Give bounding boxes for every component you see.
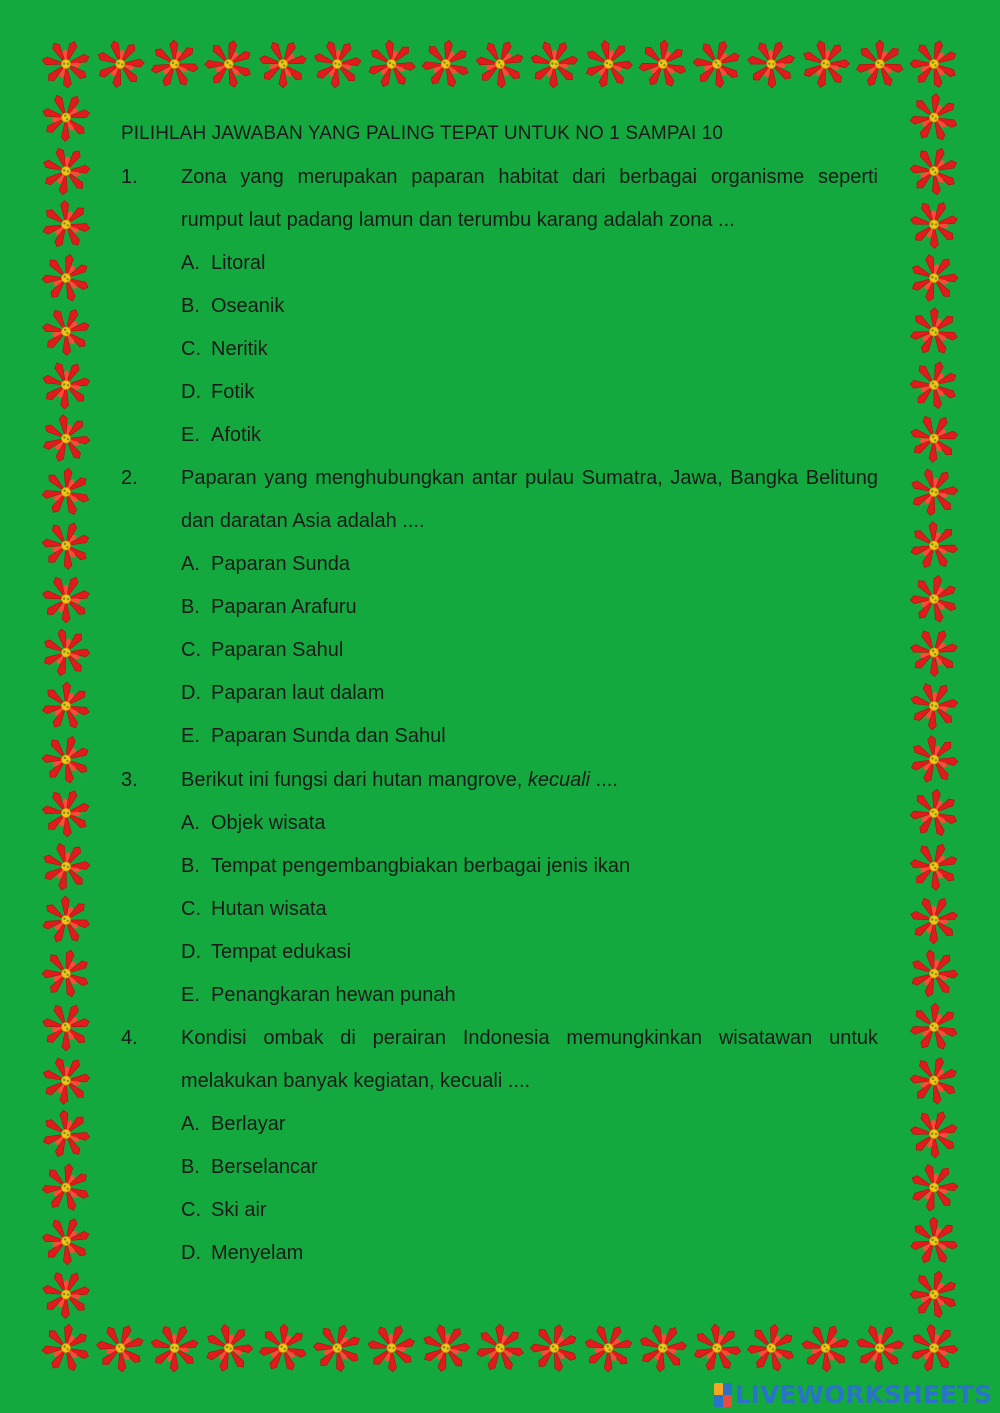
- option-text: Paparan Arafuru: [211, 596, 357, 618]
- question-text: Zona yang merupakan paparan habitat dari berbagai organisme seperti rumput laut padang lamun dan terumbu karang adalah zona ...: [181, 166, 878, 231]
- option-text: Paparan Sahul: [211, 639, 344, 661]
- poinsettia-flower-icon: [901, 192, 966, 256]
- option-text: Afotik: [211, 424, 262, 446]
- poinsettia-flower-icon: [848, 1316, 911, 1379]
- poinsettia-flower-icon: [359, 1315, 424, 1380]
- instruction-heading: PILIHLAH JAWABAN YANG PALING TEPAT UNTUK NO 1 SAMPAI 10: [121, 123, 724, 144]
- poinsettia-flower-icon: [909, 1217, 958, 1265]
- option-text: Neritik: [211, 338, 268, 360]
- question-number: 3.: [121, 769, 138, 791]
- poinsettia-flower-icon: [906, 945, 963, 1001]
- option-c[interactable]: [181, 629, 878, 672]
- question-text-part: ....: [590, 769, 618, 791]
- poinsettia-flower-icon: [637, 38, 689, 89]
- poinsettia-flower-icon: [901, 406, 966, 471]
- poinsettia-flower-icon: [418, 37, 473, 91]
- poinsettia-flower-icon: [34, 995, 98, 1059]
- question-text-emphasis: kecuali: [527, 769, 591, 791]
- option-letter: A.: [181, 1113, 200, 1135]
- poinsettia-flower-icon: [258, 1323, 309, 1373]
- option-d[interactable]: [181, 931, 878, 974]
- option-d[interactable]: [181, 1232, 878, 1275]
- poinsettia-flower-icon: [89, 1317, 151, 1379]
- poinsettia-flower-icon: [34, 1263, 98, 1326]
- poinsettia-flower-icon: [200, 35, 257, 91]
- option-a[interactable]: [181, 802, 878, 845]
- option-text: Berlayar: [211, 1113, 286, 1135]
- poinsettia-flower-icon: [907, 733, 961, 786]
- poinsettia-flower-icon: [739, 31, 804, 96]
- poinsettia-flower-icon: [90, 34, 150, 93]
- poinsettia-flower-icon: [39, 411, 94, 465]
- logo-text: LIVEWORKSHEETS: [734, 1380, 992, 1409]
- poinsettia-flower-icon: [34, 300, 98, 363]
- option-letter: D.: [181, 381, 201, 403]
- poinsettia-flower-icon: [33, 780, 99, 845]
- option-b[interactable]: [181, 586, 878, 629]
- poinsettia-flower-icon: [576, 1316, 641, 1380]
- poinsettia-flower-icon: [37, 624, 94, 680]
- option-text: Menyelam: [211, 1242, 304, 1264]
- option-letter: A.: [181, 812, 200, 834]
- poinsettia-flower-icon: [903, 835, 965, 897]
- poinsettia-flower-icon: [905, 35, 964, 93]
- poinsettia-flower-icon: [909, 307, 958, 355]
- option-letter: E.: [181, 725, 200, 747]
- question-4: [121, 1017, 878, 1275]
- option-e[interactable]: [181, 974, 878, 1017]
- poinsettia-flower-icon: [33, 31, 99, 96]
- question-text: Paparan yang menghubungkan antar pulau Sumatra, Jawa, Bangka Belitung dan daratan Asia adalah ....: [181, 467, 878, 532]
- poinsettia-flower-icon: [855, 40, 904, 87]
- option-e[interactable]: [181, 715, 878, 758]
- option-letter: E.: [181, 984, 200, 1006]
- poinsettia-flower-icon: [38, 250, 94, 305]
- option-letter: C.: [181, 898, 201, 920]
- poinsettia-flower-icon: [39, 1321, 93, 1374]
- poinsettia-flower-icon: [306, 33, 368, 94]
- poinsettia-flower-icon: [691, 1322, 744, 1373]
- option-letter: C.: [181, 1199, 201, 1221]
- poinsettia-flower-icon: [35, 141, 96, 201]
- poinsettia-flower-icon: [902, 620, 966, 683]
- poinsettia-flower-icon: [908, 91, 961, 142]
- poinsettia-flower-icon: [251, 32, 315, 96]
- option-a[interactable]: [181, 543, 878, 586]
- poinsettia-flower-icon: [365, 38, 418, 90]
- poinsettia-flower-icon: [35, 1050, 97, 1111]
- option-letter: A.: [181, 553, 200, 575]
- option-text: Berselancar: [211, 1156, 318, 1178]
- poinsettia-flower-icon: [905, 249, 963, 306]
- question-3: [121, 759, 878, 1017]
- option-c[interactable]: [181, 328, 878, 371]
- poinsettia-flower-icon: [200, 1320, 257, 1376]
- option-c[interactable]: [181, 888, 878, 931]
- option-text: Oseanik: [211, 295, 285, 317]
- option-c[interactable]: [181, 1189, 878, 1232]
- option-a[interactable]: [181, 1103, 878, 1146]
- poinsettia-flower-icon: [307, 1318, 367, 1377]
- option-letter: B.: [181, 596, 200, 618]
- option-text: Litoral: [211, 252, 266, 274]
- option-text: Tempat edukasi: [211, 941, 352, 963]
- poinsettia-flower-icon: [525, 1319, 583, 1376]
- option-letter: D.: [181, 682, 201, 704]
- poinsettia-flower-icon: [40, 199, 92, 250]
- option-b[interactable]: [181, 845, 878, 888]
- poinsettia-flower-icon: [794, 1316, 857, 1379]
- option-a[interactable]: [181, 242, 878, 285]
- poinsettia-flower-icon: [149, 39, 199, 88]
- option-letter: B.: [181, 855, 200, 877]
- poinsettia-flower-icon: [522, 32, 586, 95]
- question-2: [121, 457, 878, 758]
- poinsettia-flower-icon: [36, 730, 96, 789]
- option-text: Fotik: [211, 381, 255, 403]
- option-text: Ski air: [211, 1199, 267, 1221]
- poinsettia-flower-icon: [39, 1160, 94, 1214]
- question-number: 1.: [121, 166, 138, 188]
- poinsettia-flower-icon: [906, 571, 963, 627]
- poinsettia-flower-icon: [35, 515, 97, 576]
- option-text: Penangkaran hewan punah: [211, 984, 456, 1006]
- option-letter: E.: [181, 424, 200, 446]
- poinsettia-flower-icon: [906, 1320, 961, 1374]
- poinsettia-flower-icon: [907, 786, 961, 839]
- poinsettia-flower-icon: [416, 1319, 475, 1377]
- poinsettia-flower-icon: [903, 140, 964, 201]
- poinsettia-flower-icon: [632, 1317, 693, 1378]
- poinsettia-flower-icon: [39, 1108, 92, 1160]
- options-list: [121, 242, 878, 457]
- poinsettia-flower-icon: [41, 681, 91, 730]
- liveworksheets-badge-icon: [714, 1383, 732, 1407]
- poinsettia-flower-icon: [909, 1002, 960, 1052]
- question-text-part: Berikut ini fungsi dari hutan mangrove,: [181, 769, 528, 791]
- poinsettia-flower-icon: [34, 567, 98, 631]
- option-text: Paparan Sunda: [211, 553, 351, 575]
- poinsettia-flower-icon: [905, 356, 964, 414]
- liveworksheets-logo[interactable]: [714, 1380, 992, 1409]
- poinsettia-flower-icon: [902, 888, 966, 951]
- poinsettia-flower-icon: [34, 354, 97, 416]
- poinsettia-flower-icon: [142, 1316, 206, 1379]
- option-letter: C.: [181, 338, 201, 360]
- option-letter: D.: [181, 1242, 201, 1264]
- poinsettia-flower-icon: [796, 35, 855, 93]
- question-number: 2.: [121, 467, 138, 489]
- poinsettia-flower-icon: [744, 1320, 799, 1374]
- poinsettia-flower-icon: [903, 675, 965, 737]
- options-list: [121, 802, 878, 1017]
- poinsettia-flower-icon: [580, 36, 636, 91]
- poinsettia-flower-icon: [904, 1158, 963, 1216]
- poinsettia-flower-icon: [904, 1050, 964, 1109]
- option-b[interactable]: [181, 1146, 878, 1189]
- poinsettia-flower-icon: [901, 1101, 966, 1166]
- question-number: 4.: [121, 1027, 138, 1049]
- poinsettia-flower-icon: [36, 837, 96, 896]
- option-text: Paparan Sunda dan Sahul: [211, 725, 446, 747]
- poinsettia-flower-icon: [35, 1210, 98, 1272]
- option-letter: B.: [181, 295, 200, 317]
- option-text: Hutan wisata: [211, 898, 327, 920]
- option-text: Objek wisata: [211, 812, 326, 834]
- option-text: Tempat pengembangbiakan berbagai jenis ikan: [211, 855, 631, 877]
- poinsettia-flower-icon: [908, 520, 959, 570]
- option-e[interactable]: [181, 414, 878, 457]
- poinsettia-flower-icon: [904, 462, 964, 521]
- option-letter: A.: [181, 252, 200, 274]
- poinsettia-flower-icon: [39, 466, 92, 518]
- poinsettia-flower-icon: [687, 34, 748, 94]
- poinsettia-flower-icon: [469, 33, 532, 95]
- poinsettia-flower-icon: [37, 945, 94, 1001]
- option-letter: B.: [181, 1156, 200, 1178]
- options-list: [121, 1103, 878, 1275]
- question-text: [181, 759, 878, 802]
- option-d[interactable]: [181, 371, 878, 414]
- poinsettia-flower-icon: [905, 1266, 963, 1323]
- options-list: [121, 543, 878, 758]
- option-letter: C.: [181, 639, 201, 661]
- option-text: Paparan laut dalam: [211, 682, 385, 704]
- option-b[interactable]: [181, 285, 878, 328]
- poinsettia-flower-icon: [475, 1324, 524, 1372]
- poinsettia-flower-icon: [41, 895, 91, 944]
- question-1: [121, 156, 878, 457]
- poinsettia-flower-icon: [34, 85, 99, 150]
- question-text: Kondisi ombak di perairan Indonesia memungkinkan wisatawan untuk melakukan banyak kegiatan, kecuali ....: [181, 1027, 878, 1092]
- option-d[interactable]: [181, 672, 878, 715]
- option-letter: D.: [181, 941, 201, 963]
